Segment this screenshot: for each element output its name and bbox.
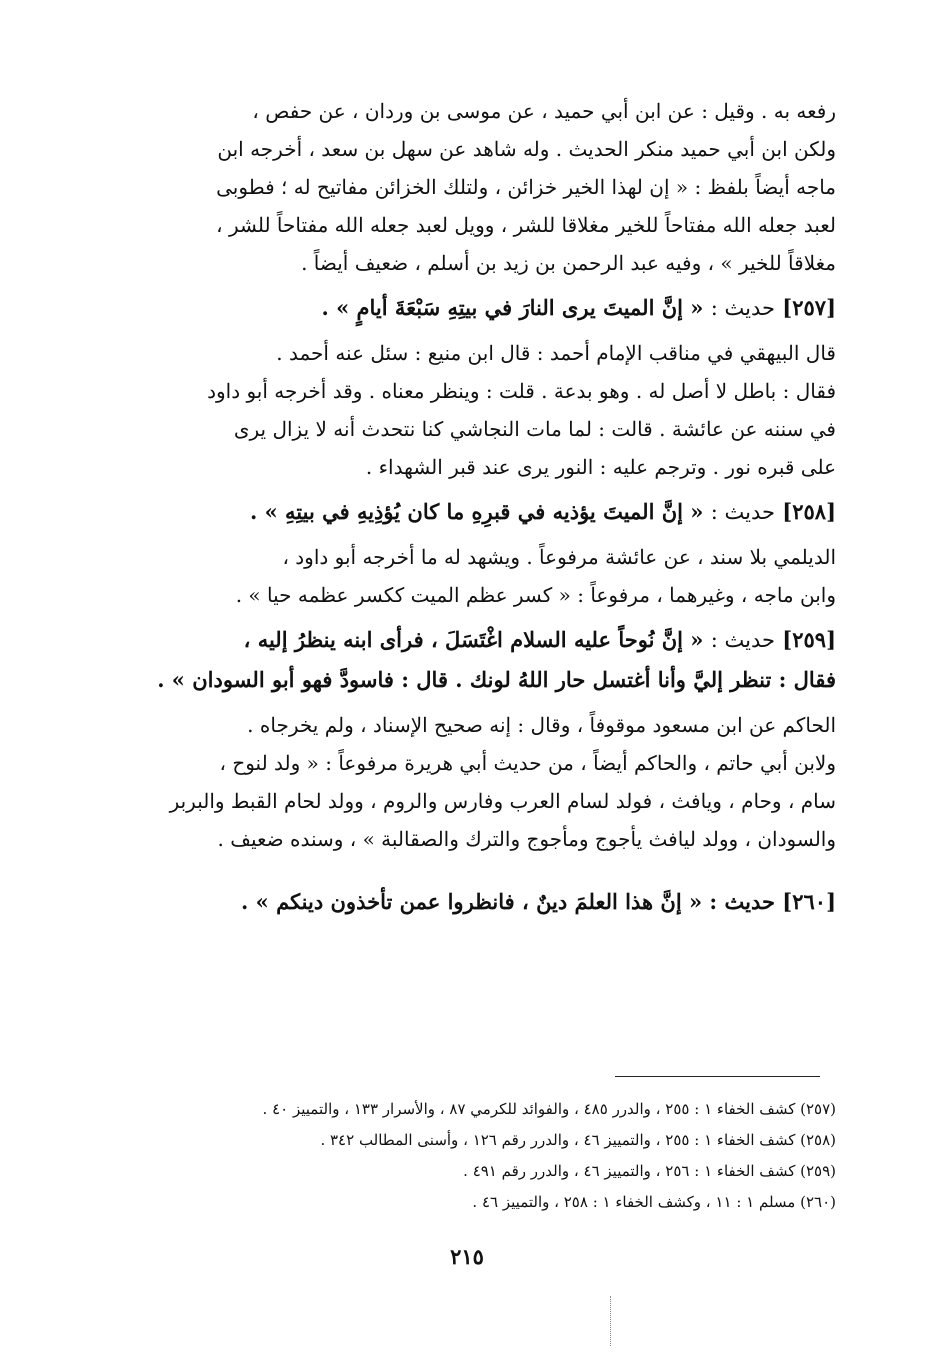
paragraph-257	[100, 334, 836, 486]
hadith-text: « إنَّ نُوحاً عليه السلام اغْتَسَلَ ، فرأى ابنه ينظرُ إليه ،	[243, 627, 704, 652]
hadith-number: [٢٦٠]	[782, 889, 836, 914]
hadith-text: « إنَّ الميتَ يؤذيه في قبرِهِ ما كان يُؤذِيهِ في بيتِهِ » .	[249, 499, 704, 524]
text-line: وابن ماجه ، وغيرهما ، مرفوعاً : « كسر عظم الميت ككسر عظمه حيا » .	[235, 583, 836, 607]
hadith-label: حديث :	[710, 500, 775, 524]
footnote-259: (٢٥٩) كشف الخفاء ١ : ٢٥٦ ، والتمييز ٤٦ ، والدرر رقم ٤٩١ .	[463, 1162, 836, 1180]
hadith-label: حديث :	[709, 889, 775, 914]
footnote-divider	[615, 1076, 820, 1077]
hadith-257-heading	[100, 288, 836, 328]
page-number: ٢١٥	[450, 1244, 484, 1269]
text-line: على قبره نور . وترجم عليه : النور يرى عند قبر الشهداء .	[365, 455, 836, 479]
hadith-label: حديث :	[710, 296, 775, 320]
paragraph-258	[100, 538, 836, 614]
text-line: ماجه أيضاً بلفظ : « إن لهذا الخير خزائن ، ولتلك الخزائن مفاتيح له ؛ فطوبى	[216, 175, 836, 199]
text-line: في سننه عن عائشة . قالت : لما مات النجاشي كنا نتحدث أنه لا يزال يرى	[233, 417, 836, 441]
hadith-text: « إنَّ هذا العلمَ دينٌ ، فانظروا عمن تأخذون دينكم » .	[241, 889, 703, 914]
paragraph-259	[100, 706, 836, 858]
footnote-258: (٢٥٨) كشف الخفاء ١ : ٢٥٥ ، والتمييز ٤٦ ، والدرر رقم ١٢٦ ، وأسنى المطالب ٣٤٢ .	[320, 1131, 836, 1149]
text-line: سام ، وحام ، ويافث ، فولد لسام العرب وفارس والروم ، وولد لحام القبط والبربر	[169, 789, 836, 813]
hadith-number: [٢٥٩]	[782, 627, 836, 652]
scan-margin-mark	[610, 1296, 612, 1346]
text-line: مغلاقاً للخير » ، وفيه عبد الرحمن بن زيد بن أسلم ، ضعيف أيضاً .	[301, 251, 836, 275]
text-line: فقال : باطل لا أصل له . وهو بدعة . قلت : وينظر معناه . وقد أخرجه أبو داود	[207, 379, 836, 403]
text-line: والسودان ، وولد ليافث يأجوج ومأجوج والترك والصقالبة » ، وسنده ضعيف .	[217, 827, 836, 851]
hadith-259-heading	[100, 620, 836, 660]
hadith-number: [٢٥٨]	[782, 499, 836, 524]
hadith-259-continuation	[100, 660, 836, 700]
hadith-text: « إنَّ الميتَ يرى النارَ في بيتِهِ سَبْعَةَ أيامٍ » .	[321, 295, 704, 320]
paragraph-intro	[100, 92, 836, 282]
footnotes	[100, 1094, 836, 1218]
hadith-label: حديث :	[710, 628, 775, 652]
footnote-260: (٢٦٠) مسلم ١ : ١١ ، وكشف الخفاء ١ : ٢٥٨ ، والتمييز ٤٦ .	[472, 1193, 836, 1211]
hadith-258-heading	[100, 492, 836, 532]
text-line: الديلمي بلا سند ، عن عائشة مرفوعاً . ويشهد له ما أخرجه أبو داود ،	[282, 545, 836, 569]
hadith-number: [٢٥٧]	[782, 295, 836, 320]
text-line: الحاكم عن ابن مسعود موقوفاً ، وقال : إنه صحيح الإسناد ، ولم يخرجاه .	[247, 713, 836, 737]
hadith-260-heading	[100, 882, 836, 922]
text-line: لعبد جعله الله مفتاحاً للخير مغلاقا للشر ، وويل لعبد جعله الله مفتاحاً للشر ،	[216, 213, 836, 237]
footnote-257: (٢٥٧) كشف الخفاء ١ : ٢٥٥ ، والدرر ٤٨٥ ، والفوائد للكرمي ٨٧ ، والأسرار ١٣٣ ، والتمييز ٤٠ .	[262, 1100, 836, 1118]
page-body	[100, 92, 836, 928]
hadith-text: فقال : تنظر إليَّ وأنا أغتسل حار اللهُ لونك . قال : فاسودَّ فهو أبو السودان » .	[157, 667, 836, 692]
text-line: ولكن ابن أبي حميد منكر الحديث . وله شاهد عن سهل بن سعد ، أخرجه ابن	[217, 137, 836, 161]
text-line: قال البيهقي في مناقب الإمام أحمد : قال ابن منيع : سئل عنه أحمد .	[276, 341, 836, 365]
text-line: ولابن أبي حاتم ، والحاكم أيضاً ، من حديث أبي هريرة مرفوعاً : « ولد لنوح ،	[219, 751, 836, 775]
text-line: رفعه به . وقيل : عن ابن أبي حميد ، عن موسى بن وردان ، عن حفص ،	[252, 99, 836, 123]
